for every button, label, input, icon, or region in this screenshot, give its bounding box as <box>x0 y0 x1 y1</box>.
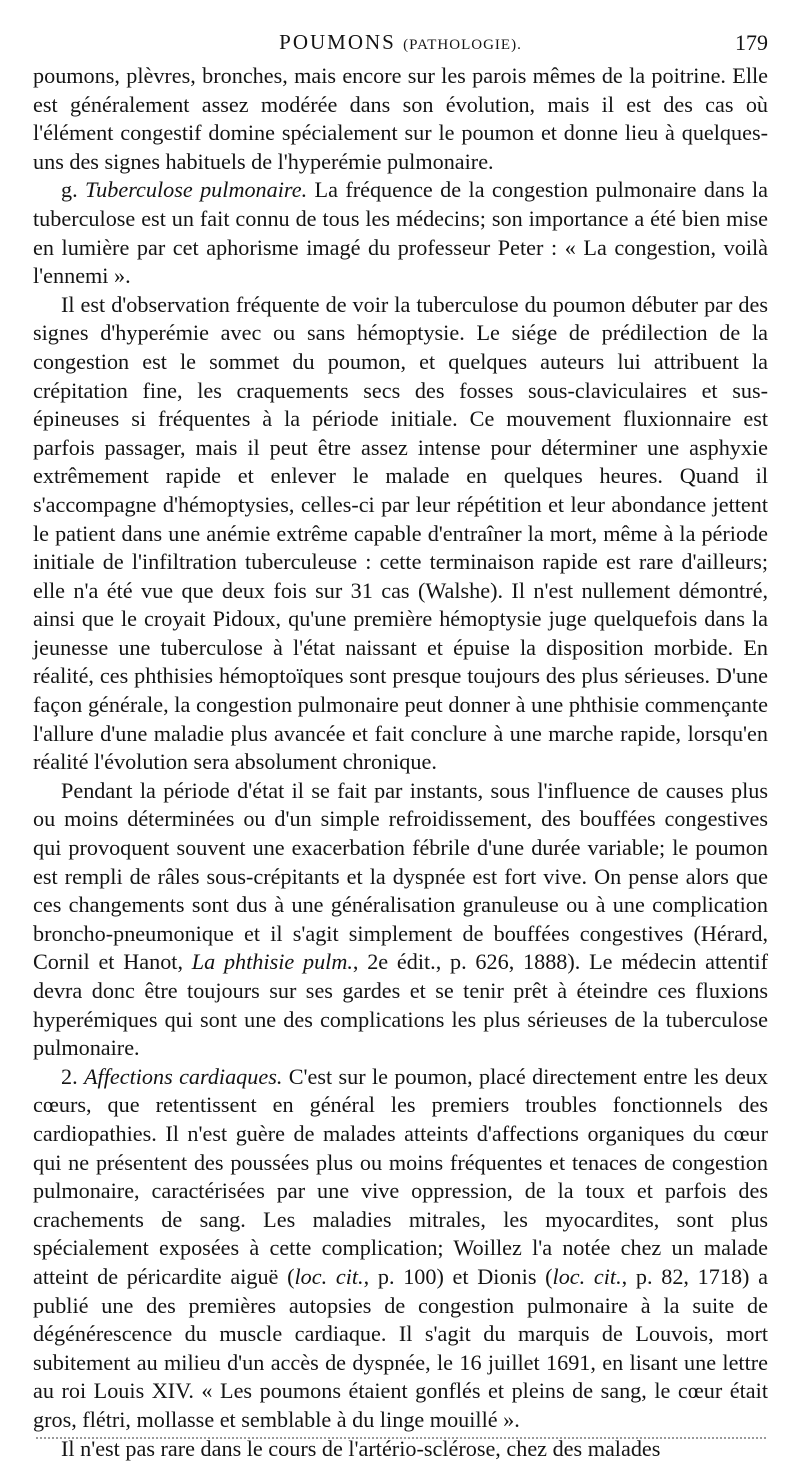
section-heading: Affections cardiaques. <box>84 1063 283 1089</box>
paragraph-text: , p. 100) et Dionis ( <box>363 1263 553 1289</box>
paragraph-affections-cardiaques <box>33 1063 768 1435</box>
section-label: g. <box>61 177 86 203</box>
paragraph-text: poumons, plèvres, bronches, mais encore sur les parois mêmes de la poitrine. Elle est généralement assez modérée dans son évolution, mais il est des cas où l'élément congestif domine spécialement sur le poumon et donne lieu à quelques-uns des signes habituels de l'hyperémie pulmonaire. <box>33 63 768 174</box>
section-label: 2. <box>61 1063 84 1089</box>
paragraph-text: La fréquence de la congestion pulmonaire dans la tuberculose est un fait connu de tous les médecins; son importance a été bien mise en lumière par cet aphorisme imagé du professeur Peter : « La congestion, voilà l'ennemi ». <box>33 177 768 289</box>
citation-loc-cit: loc. cit. <box>552 1263 622 1289</box>
body-text <box>33 62 768 1463</box>
page-number: 179 <box>735 30 768 55</box>
paragraph-periode-etat <box>33 777 768 1063</box>
citation-title: La phthisie pulm. <box>191 949 353 975</box>
section-heading: Tuberculose pulmonaire. <box>85 177 308 203</box>
citation-loc-cit: loc. cit. <box>294 1263 364 1289</box>
running-head <box>33 30 768 58</box>
paragraph-text: Il n'est pas rare dans le cours de l'artério-sclérose, chez des malades <box>61 1435 661 1461</box>
paragraph-tuberculose <box>33 176 768 290</box>
paragraph-text: Il est d'observation fréquente de voir la tuberculose du poumon débuter par des signes d'hyperémie avec ou sans hémoptysie. Le siége de prédilection de la congestion est le sommet du poumon, et quelques auteurs lui attribuent la crépitation fine, les craquements secs des fosses sous-claviculaires et sus-épineuses si fréquentes à la période initiale. Ce mouvement fluxionnaire est parfois passager, mais il peut être assez intense pour déterminer une asphyxie extrêmement rapide et enlever le malade en quelques heures. Quand il s'accompagne d'hémoptysies, celles-ci par leur répétition et leur abondance jettent le patient dans une anémie extrême capable d'entraîner la mort, même à la période initiale de l'infiltration tuberculeuse : cette terminaison rapide est rare d'ailleurs; elle n'a été vue que deux fois sur 31 cas (Walshe). Il n'est nullement démontré, ainsi que le croyait Pidoux, qu'une première hémoptysie juge quelquefois dans la jeunesse une tuberculose à l'état naissant et épuise la disposition morbide. En réalité, ces phthisies hémoptoïques sont presque toujours des plus sérieuses. D'une façon générale, la congestion pulmonaire peut donner à une phthisie commençante l'allure d'une maladie plus avancée et fait conclure à une marche rapide, lorsqu'en réalité l'évolution sera absolument chronique. <box>33 291 768 775</box>
paragraph-text: , p. 82, 1718) a publié une des premières autopsies de congestion pulmonaire à la suite de dégénérescence du muscle cardiaque. Il s'agit du marquis de Louvois, mort subitement au milieu d'un accès de dyspnée, le 16 juillet 1691, en lisant une lettre au roi Louis XIV. « Les poumons étaient gonflés et pleins de sang, le cœur était gros, flétri, mollasse et semblable à du linge mouillé ». <box>33 1263 768 1432</box>
paragraph-text: Pendant la période d'état il se fait par instants, sous l'influence de causes plus ou moins déterminées ou d'un simple refroidissement, des bouffées congestives qui provoquent souvent une exacerbation fébrile d'une durée variable; le poumon est rempli de râles sous-crépitants et la dyspnée est fort vive. On pense alors que ces changements sont dus à une généralisation granuleuse ou à une complication broncho-pneumonique et il s'agit simplement de bouffées congestives (Hérard, Cornil et Hanot, <box>33 777 768 975</box>
paragraph-text: , 2e édit., p. 626, 1888). Le médecin attentif devra donc être toujours sur ses gardes et se tenir prêt à éteindre ces fluxions hyperémiques qui sont une des complications les plus sérieuses de la tuberculose pulmonaire. <box>33 949 768 1061</box>
running-title-main: POUMONS <box>279 30 396 54</box>
paragraph-continuation <box>33 62 768 176</box>
paragraph-text: C'est sur le poumon, placé directement entre les deux cœurs, que retentissent en général les premiers troubles fonctionnels des cardiopathies. Il n'est guère de malades atteints d'affections organiques du cœur qui ne présentent des poussées plus ou moins fréquentes et tenaces de congestion pulmonaire, caractérisées par une vive oppression, de la toux et parfois des crachements de sang. Les maladies mitrales, les myocardites, sont plus spécialement exposées à cette complication; Woillez l'a notée chez un malade atteint de péricardite aiguë ( <box>33 1063 768 1289</box>
paragraph-hemoptysie <box>33 291 768 777</box>
footer-rule <box>36 1437 766 1439</box>
running-title <box>33 30 768 55</box>
running-title-sub: (PATHOLOGIE). <box>403 37 522 53</box>
